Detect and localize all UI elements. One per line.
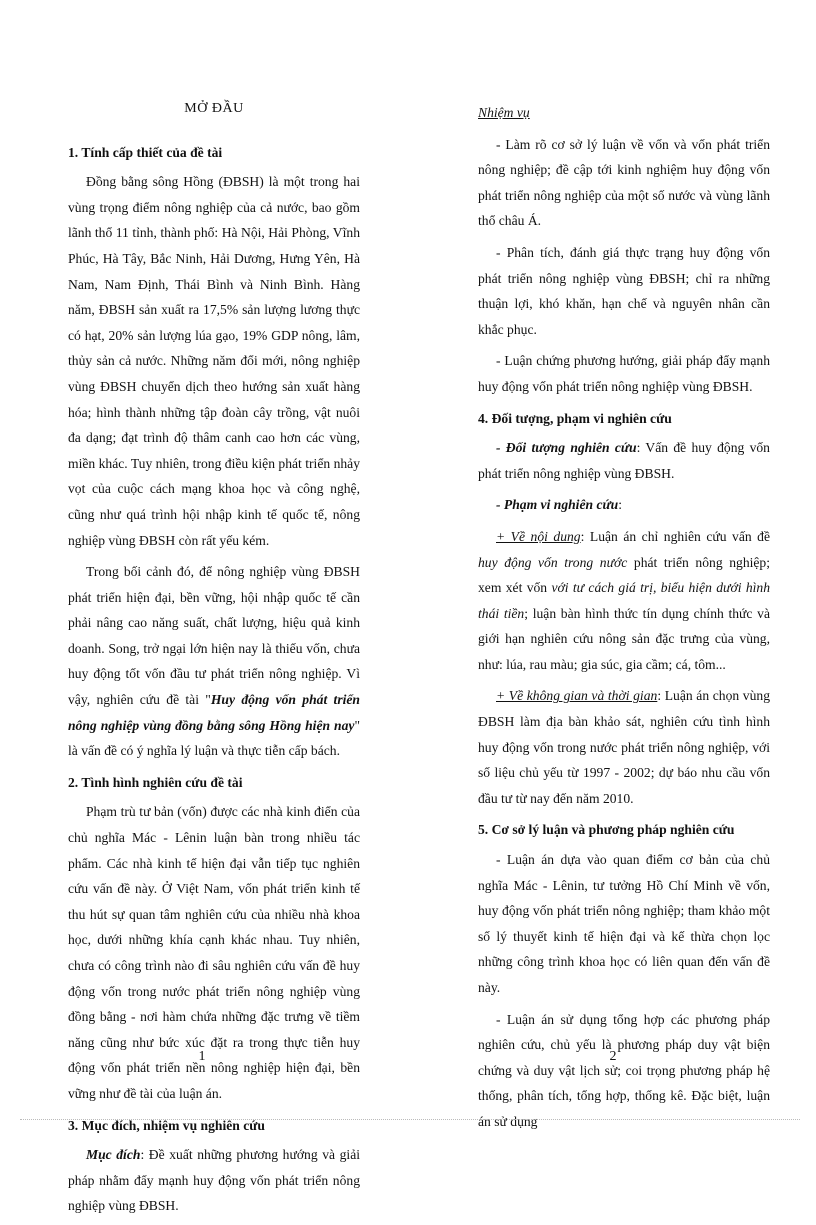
text-run-italic: huy động vốn trong nước [478,554,628,570]
text-run: : Luận án chỉ nghiên cứu vấn đề [580,528,770,544]
section-2-paragraph-1: Phạm trù tư bản (vốn) được các nhà kinh điển của chủ nghĩa Mác - Lênin luận bàn trong nhiều tác phẩm. Các nhà kinh tế hiện đại vẫn tiếp tục nghiên cứu vấn đề này. Ở Việt Nam, vốn phát triển kinh tế thu hút sự quan tâm nghiên cứu của nhiều nhà khoa học, dưới những khía cạnh khác nhau. Tuy nhiên, chưa có công trình nào đi sâu nghiên cứu vấn đề huy động vốn trong nước phát triển nông nghiệp vùng đồng bằng - nơi hàm chứa những đặc trưng về tiềm năng cũng như bức xúc đặt ra trong thực tiễn huy động vốn phát triển nền nông nghiệp hiện đại, bền vững như đề tài của luận án. [68,804,360,1101]
section-3-title: 3. Mục đích, nhiệm vụ nghiên cứu [68,1117,265,1133]
section-3-goal [68,1142,360,1219]
section-4-scope [478,492,770,518]
thesis-title: Huy động vốn phát triển nông nghiệp vùng đồng bằng sông Hồng hiện nay [68,692,360,733]
section-4-title: 4. Đối tượng, phạm vi nghiên cứu [478,410,672,426]
text-run: : [618,497,622,513]
object-label: - Đối tượng nghiên cứu [496,440,637,456]
text-run: " là vấn đề có ý nghĩa lý luận và thực tiễn cấp bách. [68,717,360,759]
page-number-right: 2 [609,1049,617,1064]
goal-label: Mục đích [86,1147,141,1163]
text-run: : Vấn đề huy động vốn phát triển nông nghiệp vùng ĐBSH. [478,440,770,481]
section-1-paragraph-1: Đồng bằng sông Hồng (ĐBSH) là một trong hai vùng trọng điểm nông nghiệp của cả nước, bao gồm lãnh thổ 11 tỉnh, thành phố: Hà Nội, Hải Phòng, Vĩnh Phúc, Hà Tây, Bắc Ninh, Hải Dương, Hưng Yên, Hà Nam, Nam Định, Thái Bình và Ninh Bình. Hàng năm, ĐBSH sản xuất ra 17,5% sản lượng lương thực có hạt, 20% sản lượng lúa gạo, 19% GDP nông, lâm, thủy sản cả nước. Những năm đổi mới, nông nghiệp vùng ĐBSH chuyển dịch theo hướng sản xuất hàng hóa; hình thành những tập đoàn cây trồng, vật nuôi đa dạng; đạt trình độ thâm canh cao hơn các vùng, miền khác. Tuy nhiên, trong điều kiện phát triển nhảy vọt của cuộc cách mạng khoa học và công nghệ, cũng như quá trình hội nhập kinh tế quốc tế, nông nghiệp vùng ĐBSH còn rất yếu kém. [68,174,360,548]
text-run: ; luận bàn hình thức tín dụng chính thức và giới hạn nghiên cứu nông sản đặc trưng của vùng, như: lúa, rau màu; gia súc, gia cầm; cá, tôm... [478,605,770,672]
task-paragraph-2: - Phân tích, đánh giá thực trạng huy động vốn phát triển nông nghiệp vùng ĐBSH; chỉ ra những thuận lợi, khó khăn, hạn chế và nguyên nhân cần khắc phục. [478,244,770,337]
task-paragraph-3: - Luận chứng phương hướng, giải pháp đẩy mạnh huy động vốn phát triển nông nghiệp vùng ĐBSH. [478,353,770,394]
section-4-space-time [478,683,770,811]
text-run: Trong bối cảnh đó, để nông nghiệp vùng ĐBSH phát triển hiện đại, bền vững, hội nhập quốc tế cần phải nâng cao năng suất, chất lượng, hiệu quả kinh doanh. Song, trở ngại lớn hiện nay là thiếu vốn, chưa huy động tốt vốn đầu tư phát triển nông nghiệp. Vì vậy, nghiên cứu đề tài " [68,564,360,708]
page-heading: MỞ ĐẦU [184,101,244,116]
content-label: + Về nội dung [496,528,581,544]
text-run: : Luận án chọn vùng ĐBSH làm địa bàn khảo sát, nghiên cứu tình hình huy động vốn trong nước phát triển nông nghiệp, với số liệu chủ yếu từ 1997 - 2002; dự báo nhu cầu vốn đầu tư từ nay đến năm 2010. [478,688,770,806]
text-run-italic: với tư cách giá trị, biểu hiện dưới hình thái tiền [478,580,770,621]
section-5-paragraph-2: - Luận án sử dụng tổng hợp các phương pháp nghiên cứu, chủ yếu là phương pháp duy vật biện chứng và duy vật lịch sử; coi trọng phương pháp hệ thống, phân tích, tổng hợp, thống kê. Đặc biệt, luận án sử dụng [478,1011,770,1129]
task-paragraph-1: - Làm rõ cơ sở lý luận về vốn và vốn phát triển nông nghiệp; đề cập tới kinh nghiệm huy động vốn phát triển nông nghiệp của một số nước và vùng lãnh thổ châu Á. [478,136,770,229]
section-1-paragraph-2 [68,559,360,764]
text-run: phát triển nông nghiệp; xem xét vốn [478,554,770,596]
section-4-content [478,524,770,678]
scope-label: - Phạm vi nghiên cứu [496,497,619,513]
task-label: Nhiệm vụ [478,105,530,120]
section-5-title: 5. Cơ sở lý luận và phương pháp nghiên cứu [478,822,735,838]
space-time-label: + Về không gian và thời gian [496,688,658,704]
page-number-left: 1 [198,1049,206,1064]
section-4-object [478,435,770,486]
task-label-line [478,100,770,126]
section-5-paragraph-1: - Luận án dựa vào quan điểm cơ bản của chủ nghĩa Mác - Lênin, tư tưởng Hồ Chí Minh về vốn, huy động vốn phát triển nông nghiệp; tham khảo một số lý thuyết kinh tế hiện đại và kế thừa chọn lọc những công trình khoa học có liên quan đến vấn đề này. [478,852,770,995]
page-bottom-edge [20,1119,800,1120]
text-run: : Đề xuất những phương hướng và giải pháp nhằm đẩy mạnh huy động vốn phát triển nông nghiệp vùng ĐBSH. [68,1147,361,1214]
section-1-title: 1. Tính cấp thiết của đề tài [68,144,223,160]
section-2-title: 2. Tình hình nghiên cứu đề tài [68,774,243,790]
right-page-column [478,100,770,1141]
